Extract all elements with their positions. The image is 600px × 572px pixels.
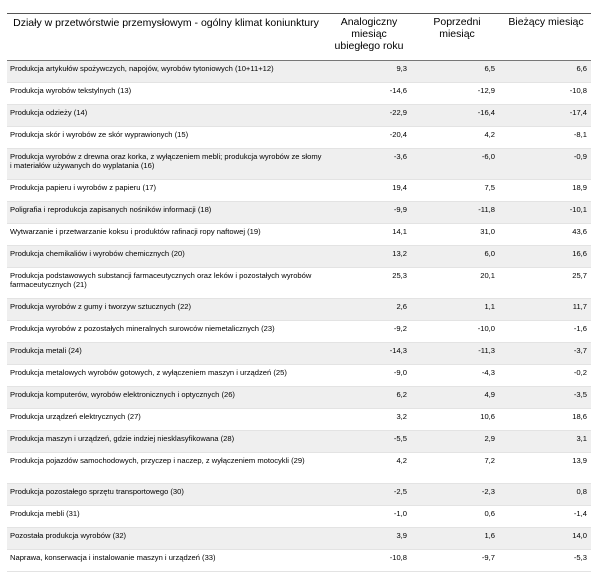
row-prev-year: -9,2 bbox=[325, 321, 413, 343]
row-prev-month: 1,1 bbox=[413, 299, 501, 321]
row-prev-year: 3,2 bbox=[325, 409, 413, 431]
table-row bbox=[7, 299, 591, 321]
table-row bbox=[7, 61, 591, 83]
row-name: Produkcja urządzeń elektrycznych (27) bbox=[7, 409, 325, 431]
row-prev-year: -14,3 bbox=[325, 343, 413, 365]
row-current: 43,6 bbox=[501, 224, 591, 246]
table-header bbox=[7, 14, 591, 61]
row-name: Produkcja komputerów, wyrobów elektronicznych i optycznych (26) bbox=[7, 387, 325, 409]
table-row bbox=[7, 528, 591, 550]
row-name: Produkcja pozostałego sprzętu transportowego (30) bbox=[7, 484, 325, 506]
row-name: Produkcja maszyn i urządzeń, gdzie indziej niesklasyfikowana (28) bbox=[7, 431, 325, 453]
row-prev-year: -22,9 bbox=[325, 105, 413, 127]
row-name: Produkcja pojazdów samochodowych, przyczep i naczep, z wyłączeniem motocykli (29) bbox=[7, 453, 325, 484]
row-current: -0,2 bbox=[501, 365, 591, 387]
row-prev-month: 4,9 bbox=[413, 387, 501, 409]
row-current: 18,6 bbox=[501, 409, 591, 431]
row-current: -10,1 bbox=[501, 202, 591, 224]
row-name: Naprawa, konserwacja i instalowanie maszyn i urządzeń (33) bbox=[7, 550, 325, 572]
header-category: Działy w przetwórstwie przemysłowym - ogólny klimat koniunktury bbox=[7, 14, 325, 61]
table-row bbox=[7, 224, 591, 246]
row-prev-month: -10,0 bbox=[413, 321, 501, 343]
table-row bbox=[7, 431, 591, 453]
table-row bbox=[7, 409, 591, 431]
row-prev-year: -9,9 bbox=[325, 202, 413, 224]
row-current: 16,6 bbox=[501, 246, 591, 268]
row-current: 3,1 bbox=[501, 431, 591, 453]
table-row bbox=[7, 550, 591, 572]
table-row bbox=[7, 343, 591, 365]
row-prev-year: 19,4 bbox=[325, 180, 413, 202]
table-row bbox=[7, 387, 591, 409]
row-prev-month: -11,8 bbox=[413, 202, 501, 224]
row-prev-year: -20,4 bbox=[325, 127, 413, 149]
row-name: Produkcja chemikaliów i wyrobów chemicznych (20) bbox=[7, 246, 325, 268]
row-prev-month: -11,3 bbox=[413, 343, 501, 365]
table-row bbox=[7, 365, 591, 387]
row-prev-month: 31,0 bbox=[413, 224, 501, 246]
table-row bbox=[7, 453, 591, 484]
table-row bbox=[7, 268, 591, 299]
row-prev-year: 14,1 bbox=[325, 224, 413, 246]
row-prev-month: 10,6 bbox=[413, 409, 501, 431]
row-current: -17,4 bbox=[501, 105, 591, 127]
row-name: Produkcja odzieży (14) bbox=[7, 105, 325, 127]
row-name: Produkcja artykułów spożywczych, napojów, wyrobów tytoniowych (10+11+12) bbox=[7, 61, 325, 83]
row-name: Produkcja wyrobów z pozostałych mineralnych surowców niemetalicznych (23) bbox=[7, 321, 325, 343]
row-prev-month: 1,6 bbox=[413, 528, 501, 550]
row-prev-year: 25,3 bbox=[325, 268, 413, 299]
row-name: Produkcja wyrobów z gumy i tworzyw sztucznych (22) bbox=[7, 299, 325, 321]
row-prev-month: 4,2 bbox=[413, 127, 501, 149]
table-row bbox=[7, 180, 591, 202]
row-prev-year: 13,2 bbox=[325, 246, 413, 268]
row-current: -10,8 bbox=[501, 83, 591, 105]
row-prev-month: -16,4 bbox=[413, 105, 501, 127]
row-name: Poligrafia i reprodukcja zapisanych nośników informacji (18) bbox=[7, 202, 325, 224]
row-current: 14,0 bbox=[501, 528, 591, 550]
row-name: Pozostała produkcja wyrobów (32) bbox=[7, 528, 325, 550]
row-prev-month: 2,9 bbox=[413, 431, 501, 453]
row-prev-month: 6,0 bbox=[413, 246, 501, 268]
row-prev-month: 7,2 bbox=[413, 453, 501, 484]
table-row bbox=[7, 149, 591, 180]
row-current: -3,7 bbox=[501, 343, 591, 365]
table-row bbox=[7, 105, 591, 127]
business-climate-table bbox=[7, 13, 591, 572]
header-current: Bieżący miesiąc bbox=[501, 14, 591, 61]
row-current: -5,3 bbox=[501, 550, 591, 572]
row-prev-year: 2,6 bbox=[325, 299, 413, 321]
row-prev-month: -4,3 bbox=[413, 365, 501, 387]
table-row bbox=[7, 83, 591, 105]
row-name: Produkcja metali (24) bbox=[7, 343, 325, 365]
row-prev-year: -9,0 bbox=[325, 365, 413, 387]
row-name: Produkcja papieru i wyrobów z papieru (17) bbox=[7, 180, 325, 202]
row-prev-month: 20,1 bbox=[413, 268, 501, 299]
row-prev-year: -1,0 bbox=[325, 506, 413, 528]
row-prev-month: -12,9 bbox=[413, 83, 501, 105]
header-prev-month: Poprzedni miesiąc bbox=[413, 14, 501, 61]
row-name: Produkcja podstawowych substancji farmaceutycznych oraz leków i pozostałych wyrobów farmaceutycznych (21) bbox=[7, 268, 325, 299]
row-current: 25,7 bbox=[501, 268, 591, 299]
row-prev-month: 7,5 bbox=[413, 180, 501, 202]
table-row bbox=[7, 246, 591, 268]
row-prev-month: -2,3 bbox=[413, 484, 501, 506]
row-prev-year: -5,5 bbox=[325, 431, 413, 453]
row-name: Produkcja wyrobów z drewna oraz korka, z wyłączeniem mebli; produkcja wyrobów ze słomy i materiałów używanych do wyplatania (16) bbox=[7, 149, 325, 180]
row-name: Produkcja skór i wyrobów ze skór wyprawionych (15) bbox=[7, 127, 325, 149]
row-current: -1,4 bbox=[501, 506, 591, 528]
row-current: 13,9 bbox=[501, 453, 591, 484]
table-body bbox=[7, 61, 591, 572]
row-name: Produkcja wyrobów tekstylnych (13) bbox=[7, 83, 325, 105]
row-prev-year: 4,2 bbox=[325, 453, 413, 484]
row-prev-year: 3,9 bbox=[325, 528, 413, 550]
row-current: -3,5 bbox=[501, 387, 591, 409]
row-current: 0,8 bbox=[501, 484, 591, 506]
row-prev-year: -10,8 bbox=[325, 550, 413, 572]
row-prev-month: -6,0 bbox=[413, 149, 501, 180]
row-current: 18,9 bbox=[501, 180, 591, 202]
row-prev-month: 0,6 bbox=[413, 506, 501, 528]
row-name: Produkcja mebli (31) bbox=[7, 506, 325, 528]
row-current: -0,9 bbox=[501, 149, 591, 180]
row-name: Produkcja metalowych wyrobów gotowych, z wyłączeniem maszyn i urządzeń (25) bbox=[7, 365, 325, 387]
row-name: Wytwarzanie i przetwarzanie koksu i produktów rafinacji ropy naftowej (19) bbox=[7, 224, 325, 246]
row-prev-year: 6,2 bbox=[325, 387, 413, 409]
row-prev-year: -14,6 bbox=[325, 83, 413, 105]
header-row bbox=[7, 14, 591, 61]
row-current: -1,6 bbox=[501, 321, 591, 343]
row-current: -8,1 bbox=[501, 127, 591, 149]
header-prev-year: Analogiczny miesiąc ubiegłego roku bbox=[325, 14, 413, 61]
table-row bbox=[7, 506, 591, 528]
row-prev-year: -2,5 bbox=[325, 484, 413, 506]
row-current: 6,6 bbox=[501, 61, 591, 83]
table-row bbox=[7, 202, 591, 224]
table-row bbox=[7, 127, 591, 149]
table-row bbox=[7, 484, 591, 506]
row-prev-month: -9,7 bbox=[413, 550, 501, 572]
row-current: 11,7 bbox=[501, 299, 591, 321]
table-row bbox=[7, 321, 591, 343]
row-prev-month: 6,5 bbox=[413, 61, 501, 83]
row-prev-year: -3,6 bbox=[325, 149, 413, 180]
row-prev-year: 9,3 bbox=[325, 61, 413, 83]
